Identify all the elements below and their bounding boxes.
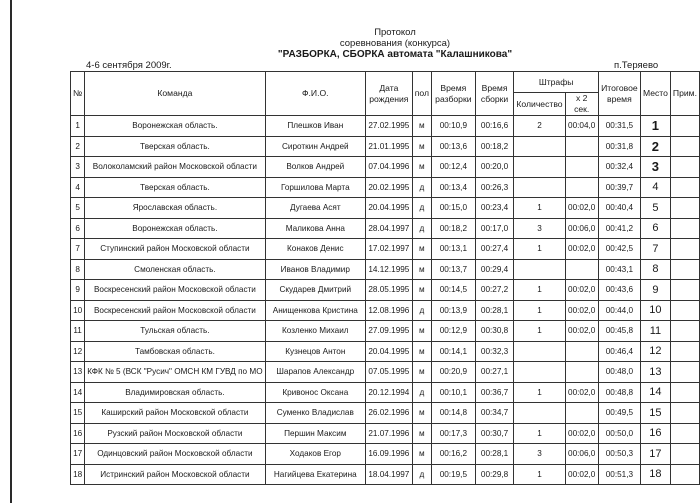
cell-no: 15 [71,403,85,424]
table-row [71,403,700,424]
cell-assembly: 00:32,3 [475,341,514,362]
cell-dob: 20.02.1995 [366,177,413,198]
cell-penalty-count: 1 [514,280,565,301]
cell-sex: м [412,116,431,137]
cell-note [670,300,699,321]
cell-penalty-time: 00:04,0 [565,116,598,137]
cell-total: 00:43,6 [598,280,640,301]
cell-disassembly: 00:17,3 [431,423,475,444]
cell-assembly: 00:34,7 [475,403,514,424]
col-header-penalties: Штрафы [514,72,598,93]
cell-team: Смоленская область. [85,259,265,280]
table-row [71,341,700,362]
cell-dob: 12.08.1996 [366,300,413,321]
cell-penalty-time [565,362,598,383]
page-margin-line [10,0,12,503]
cell-note [670,239,699,260]
cell-team: Воронежская область. [85,218,265,239]
table-row [71,362,700,383]
cell-total: 00:32,4 [598,157,640,178]
competition-name: "РАЗБОРКА, СБОРКА автомата "Калашникова" [277,49,513,60]
cell-assembly: 00:29,8 [475,464,514,485]
cell-disassembly: 00:18,2 [431,218,475,239]
cell-penalty-count: 1 [514,464,565,485]
cell-penalty-time: 00:02,0 [565,464,598,485]
col-header-sex: пол [412,72,431,116]
col-header-penalty-time: х 2 сек. [565,93,598,116]
cell-penalty-time: 00:02,0 [565,300,598,321]
cell-team: Каширский район Московской области [85,403,265,424]
table-row [71,198,700,219]
cell-place: 15 [640,403,670,424]
cell-place: 10 [640,300,670,321]
cell-note [670,218,699,239]
cell-penalty-count: 3 [514,444,565,465]
cell-note [670,198,699,219]
cell-penalty-count: 1 [514,423,565,444]
cell-name: Плешков Иван [265,116,365,137]
cell-team: КФК № 5 (ВСК "Русич" ОМСН КМ ГУВД по МО [85,362,265,383]
cell-name: Маликова Анна [265,218,365,239]
cell-sex: д [412,218,431,239]
cell-dob: 20.12.1994 [366,382,413,403]
cell-place: 9 [640,280,670,301]
cell-place: 8 [640,259,670,280]
cell-sex: д [412,198,431,219]
cell-disassembly: 00:13,6 [431,136,475,157]
cell-total: 00:46,4 [598,341,640,362]
cell-assembly: 00:27,1 [475,362,514,383]
cell-dob: 28.04.1997 [366,218,413,239]
cell-assembly: 00:28,1 [475,444,514,465]
cell-assembly: 00:18,2 [475,136,514,157]
cell-name: Суменко Владислав [265,403,365,424]
cell-disassembly: 00:13,7 [431,259,475,280]
cell-penalty-count: 1 [514,382,565,403]
col-header-team: Команда [85,72,265,116]
cell-sex: м [412,321,431,342]
cell-place: 1 [640,116,670,137]
cell-place: 14 [640,382,670,403]
cell-place: 3 [640,157,670,178]
cell-place: 7 [640,239,670,260]
cell-name: Анищенкова Кристина [265,300,365,321]
cell-team: Воскресенский район Московской области [85,280,265,301]
cell-name: Сироткин Андрей [265,136,365,157]
cell-name: Дугаева Асят [265,198,365,219]
cell-dob: 21.01.1995 [366,136,413,157]
cell-dob: 16.09.1996 [366,444,413,465]
cell-name: Нагийцева Екатерина [265,464,365,485]
cell-penalty-time: 00:06,0 [565,218,598,239]
results-table [70,71,700,485]
cell-name: Иванов Владимир [265,259,365,280]
cell-sex: м [412,444,431,465]
table-row [71,464,700,485]
cell-penalty-count [514,136,565,157]
table-row [71,239,700,260]
cell-penalty-count: 1 [514,300,565,321]
cell-no: 8 [71,259,85,280]
cell-name: Волков Андрей [265,157,365,178]
cell-note [670,403,699,424]
cell-sex: м [412,280,431,301]
col-header-no: № [71,72,85,116]
cell-name: Ходаков Егор [265,444,365,465]
cell-dob: 07.04.1996 [366,157,413,178]
cell-penalty-count [514,177,565,198]
cell-dob: 21.07.1996 [366,423,413,444]
cell-penalty-count [514,157,565,178]
doc-title: Протокол [374,27,416,38]
cell-disassembly: 00:13,1 [431,239,475,260]
cell-note [670,321,699,342]
cell-penalty-count: 1 [514,239,565,260]
cell-assembly: 00:20,0 [475,157,514,178]
cell-place: 11 [640,321,670,342]
cell-name: Шарапов Александр [265,362,365,383]
table-row [71,259,700,280]
cell-team: Волоколамский район Московской области [85,157,265,178]
cell-penalty-time [565,403,598,424]
table-row [71,423,700,444]
cell-assembly: 00:28,1 [475,300,514,321]
cell-total: 00:44,0 [598,300,640,321]
cell-disassembly: 00:19,5 [431,464,475,485]
cell-no: 2 [71,136,85,157]
col-header-penalty-count: Количество [514,93,565,116]
cell-assembly: 00:27,4 [475,239,514,260]
cell-penalty-count [514,341,565,362]
cell-place: 16 [640,423,670,444]
cell-assembly: 00:16,6 [475,116,514,137]
cell-note [670,116,699,137]
cell-team: Воскресенский район Московской области [85,300,265,321]
table-row [71,177,700,198]
cell-penalty-time [565,259,598,280]
cell-sex: д [412,382,431,403]
cell-penalty-time: 00:06,0 [565,444,598,465]
cell-place: 13 [640,362,670,383]
cell-note [670,136,699,157]
cell-note [670,423,699,444]
cell-no: 12 [71,341,85,362]
cell-place: 18 [640,464,670,485]
cell-note [670,177,699,198]
cell-penalty-time [565,341,598,362]
cell-no: 4 [71,177,85,198]
cell-name: Конаков Денис [265,239,365,260]
cell-disassembly: 00:15,0 [431,198,475,219]
cell-assembly: 00:26,3 [475,177,514,198]
cell-penalty-count: 1 [514,321,565,342]
cell-dob: 20.04.1995 [366,341,413,362]
cell-no: 13 [71,362,85,383]
cell-sex: м [412,423,431,444]
cell-sex: м [412,403,431,424]
cell-note [670,464,699,485]
cell-disassembly: 00:13,9 [431,300,475,321]
cell-total: 00:45,8 [598,321,640,342]
cell-team: Тверская область. [85,177,265,198]
event-location: п.Теряево [614,60,659,71]
col-header-assembly: Время сборки [475,72,514,116]
cell-name: Кривонос Оксана [265,382,365,403]
table-row [71,116,700,137]
cell-place: 12 [640,341,670,362]
cell-name: Скударев Дмитрий [265,280,365,301]
cell-penalty-time [565,136,598,157]
protocol-header [0,27,700,61]
cell-dob: 18.04.1997 [366,464,413,485]
cell-no: 14 [71,382,85,403]
cell-sex: м [412,259,431,280]
cell-disassembly: 00:10,9 [431,116,475,137]
cell-assembly: 00:30,8 [475,321,514,342]
cell-team: Одинцовский район Московской области [85,444,265,465]
cell-disassembly: 00:16,2 [431,444,475,465]
cell-sex: д [412,464,431,485]
cell-sex: м [412,157,431,178]
cell-no: 10 [71,300,85,321]
cell-total: 00:48,0 [598,362,640,383]
cell-place: 2 [640,136,670,157]
col-header-name: Ф.И.О. [265,72,365,116]
cell-disassembly: 00:14,8 [431,403,475,424]
cell-dob: 17.02.1997 [366,239,413,260]
cell-no: 11 [71,321,85,342]
cell-sex: м [412,239,431,260]
table-row [71,321,700,342]
cell-disassembly: 00:20,9 [431,362,475,383]
cell-name: Першин Максим [265,423,365,444]
cell-disassembly: 00:12,9 [431,321,475,342]
cell-total: 00:43,1 [598,259,640,280]
table-row [71,280,700,301]
cell-total: 00:31,5 [598,116,640,137]
col-header-place: Место [640,72,670,116]
cell-assembly: 00:36,7 [475,382,514,403]
cell-team: Тамбовская область. [85,341,265,362]
cell-total: 00:51,3 [598,464,640,485]
cell-team: Рузский район Московской области [85,423,265,444]
cell-penalty-count: 1 [514,198,565,219]
cell-sex: д [412,300,431,321]
cell-disassembly: 00:14,1 [431,341,475,362]
cell-team: Истринский район Московской области [85,464,265,485]
cell-name: Горшилова Марта [265,177,365,198]
cell-no: 17 [71,444,85,465]
cell-total: 00:39,7 [598,177,640,198]
cell-sex: д [412,177,431,198]
cell-team: Воронежская область. [85,116,265,137]
cell-name: Козленко Михаил [265,321,365,342]
cell-note [670,259,699,280]
cell-name: Кузнецов Антон [265,341,365,362]
cell-penalty-count [514,259,565,280]
cell-total: 00:50,0 [598,423,640,444]
cell-sex: м [412,341,431,362]
cell-penalty-time: 00:02,0 [565,280,598,301]
cell-penalty-count: 3 [514,218,565,239]
cell-penalty-count [514,362,565,383]
cell-no: 5 [71,198,85,219]
cell-no: 3 [71,157,85,178]
cell-assembly: 00:17,0 [475,218,514,239]
cell-note [670,382,699,403]
cell-total: 00:48,8 [598,382,640,403]
table-row [71,444,700,465]
cell-no: 9 [71,280,85,301]
cell-team: Владимировская область. [85,382,265,403]
cell-place: 17 [640,444,670,465]
cell-disassembly: 00:10,1 [431,382,475,403]
cell-sex: м [412,362,431,383]
cell-note [670,157,699,178]
cell-dob: 07.05.1995 [366,362,413,383]
cell-penalty-time: 00:02,0 [565,321,598,342]
cell-penalty-time: 00:02,0 [565,198,598,219]
cell-disassembly: 00:13,4 [431,177,475,198]
cell-place: 4 [640,177,670,198]
cell-disassembly: 00:12,4 [431,157,475,178]
cell-dob: 28.05.1995 [366,280,413,301]
cell-note [670,280,699,301]
cell-penalty-count [514,403,565,424]
table-row [71,136,700,157]
cell-place: 5 [640,198,670,219]
cell-dob: 27.02.1995 [366,116,413,137]
cell-disassembly: 00:14,5 [431,280,475,301]
cell-no: 16 [71,423,85,444]
col-header-disassembly: Время разборки [431,72,475,116]
cell-assembly: 00:30,7 [475,423,514,444]
col-header-note: Прим. [670,72,699,116]
cell-note [670,362,699,383]
cell-no: 18 [71,464,85,485]
doc-subtitle: соревнования (конкурса) [339,38,451,49]
cell-dob: 14.12.1995 [366,259,413,280]
cell-total: 00:40,4 [598,198,640,219]
cell-dob: 26.02.1996 [366,403,413,424]
cell-no: 6 [71,218,85,239]
cell-team: Тульская область. [85,321,265,342]
cell-no: 1 [71,116,85,137]
cell-team: Ступинский район Московской области [85,239,265,260]
cell-total: 00:42,5 [598,239,640,260]
table-row [71,218,700,239]
cell-team: Тверская область. [85,136,265,157]
table-row [71,157,700,178]
cell-no: 7 [71,239,85,260]
col-header-total: Итоговое время [598,72,640,116]
cell-dob: 27.09.1995 [366,321,413,342]
cell-team: Ярославская область. [85,198,265,219]
cell-total: 00:31,8 [598,136,640,157]
col-header-dob: Дата рождения [366,72,413,116]
cell-note [670,444,699,465]
cell-total: 00:50,3 [598,444,640,465]
cell-penalty-count: 2 [514,116,565,137]
cell-penalty-time [565,157,598,178]
event-date: 4-6 сентября 2009г. [86,60,172,71]
cell-assembly: 00:23,4 [475,198,514,219]
cell-sex: м [412,136,431,157]
table-row [71,300,700,321]
cell-penalty-time [565,177,598,198]
cell-place: 6 [640,218,670,239]
cell-total: 00:41,2 [598,218,640,239]
cell-penalty-time: 00:02,0 [565,423,598,444]
cell-note [670,341,699,362]
cell-penalty-time: 00:02,0 [565,239,598,260]
cell-assembly: 00:29,4 [475,259,514,280]
cell-penalty-time: 00:02,0 [565,382,598,403]
cell-dob: 20.04.1995 [366,198,413,219]
cell-assembly: 00:27,2 [475,280,514,301]
cell-total: 00:49,5 [598,403,640,424]
table-row [71,382,700,403]
